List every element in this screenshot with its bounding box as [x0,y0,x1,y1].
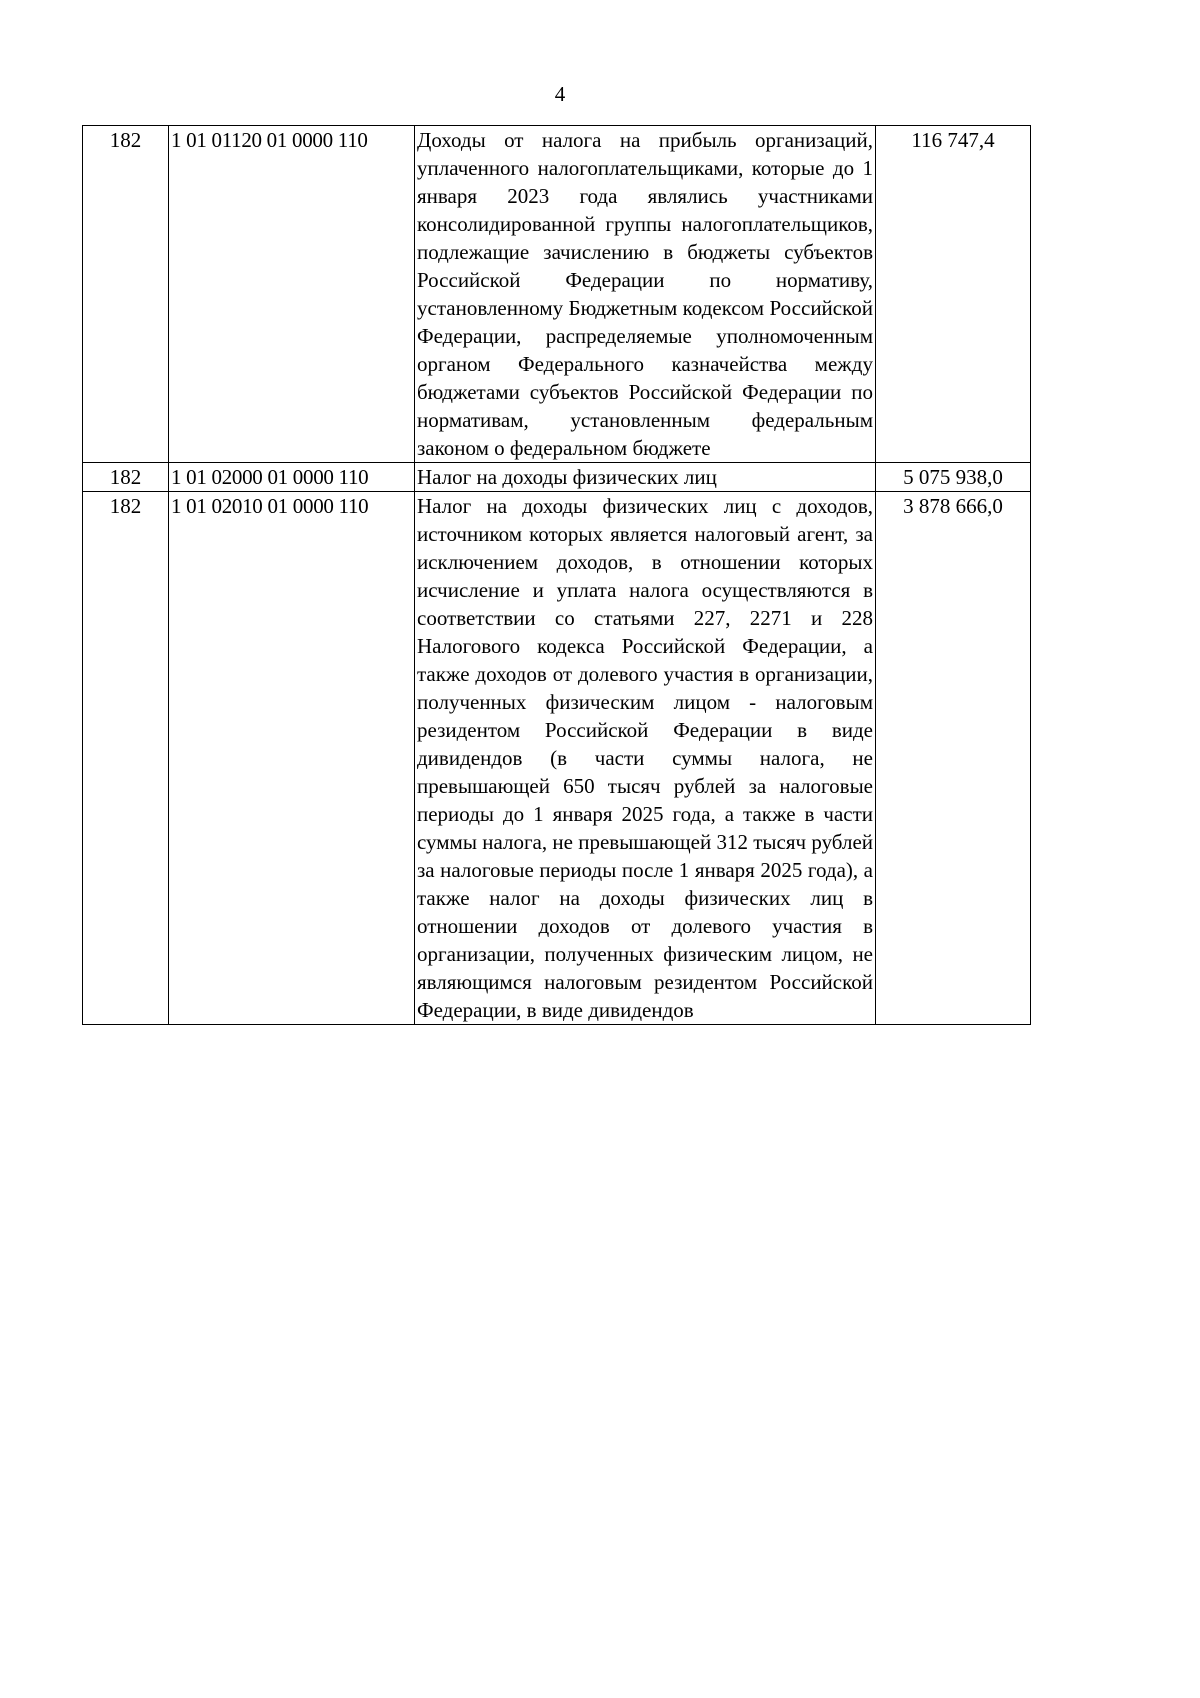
budget-classification-code-cell: 1 01 02010 01 0000 110 [169,492,415,1025]
admin-code-cell: 182 [83,463,169,492]
page-number: 4 [554,82,566,106]
amount-cell: 116 747,4 [876,126,1031,463]
budget-classification-code-cell: 1 01 01120 01 0000 110 [169,126,415,463]
revenue-name-cell: Налог на доходы физических лиц с доходов, источником которых является налоговый агент, за исключением доходов, в отношении которых исчисление и уплата налога осуществляются в соответствии со статьями 227, 2271 и 228 Налогового кодекса Российской Федерации, а также доходов от долевого участия в организации, полученных физическим лицом - налоговым резидентом Российской Федерации в виде дивидендов (в части суммы налога, не превышающей 650 тысяч рублей за налоговые периоды до 1 января 2025 года, а также в части суммы налога, не превышающей 312 тысяч рублей за налоговые периоды после 1 января 2025 года), а также налог на доходы физических лиц в отношении доходов от долевого участия в организации, полученных физическим лицом, не являющимся налоговым резидентом Российской Федерации, в виде дивидендов [415,492,876,1025]
budget-revenue-table [82,125,1031,1025]
table-row [83,492,1031,1025]
amount-cell: 3 878 666,0 [876,492,1031,1025]
admin-code-cell: 182 [83,492,169,1025]
revenue-name-cell: Доходы от налога на прибыль организаций, уплаченного налогоплательщиками, которые до 1 января 2023 года являлись участниками консолидированной группы налогоплательщиков, подлежащие зачислению в бюджеты субъектов Российской Федерации по нормативу, установленному Бюджетным кодексом Российской Федерации, распределяемые уполномоченным органом Федерального казначейства между бюджетами субъектов Российской Федерации по нормативам, установленным федеральным законом о федеральном бюджете [415,126,876,463]
amount-cell: 5 075 938,0 [876,463,1031,492]
budget-classification-code-cell: 1 01 02000 01 0000 110 [169,463,415,492]
revenue-name-cell: Налог на доходы физических лиц [415,463,876,492]
admin-code-cell: 182 [83,126,169,463]
table-row [83,126,1031,463]
table-row [83,463,1031,492]
